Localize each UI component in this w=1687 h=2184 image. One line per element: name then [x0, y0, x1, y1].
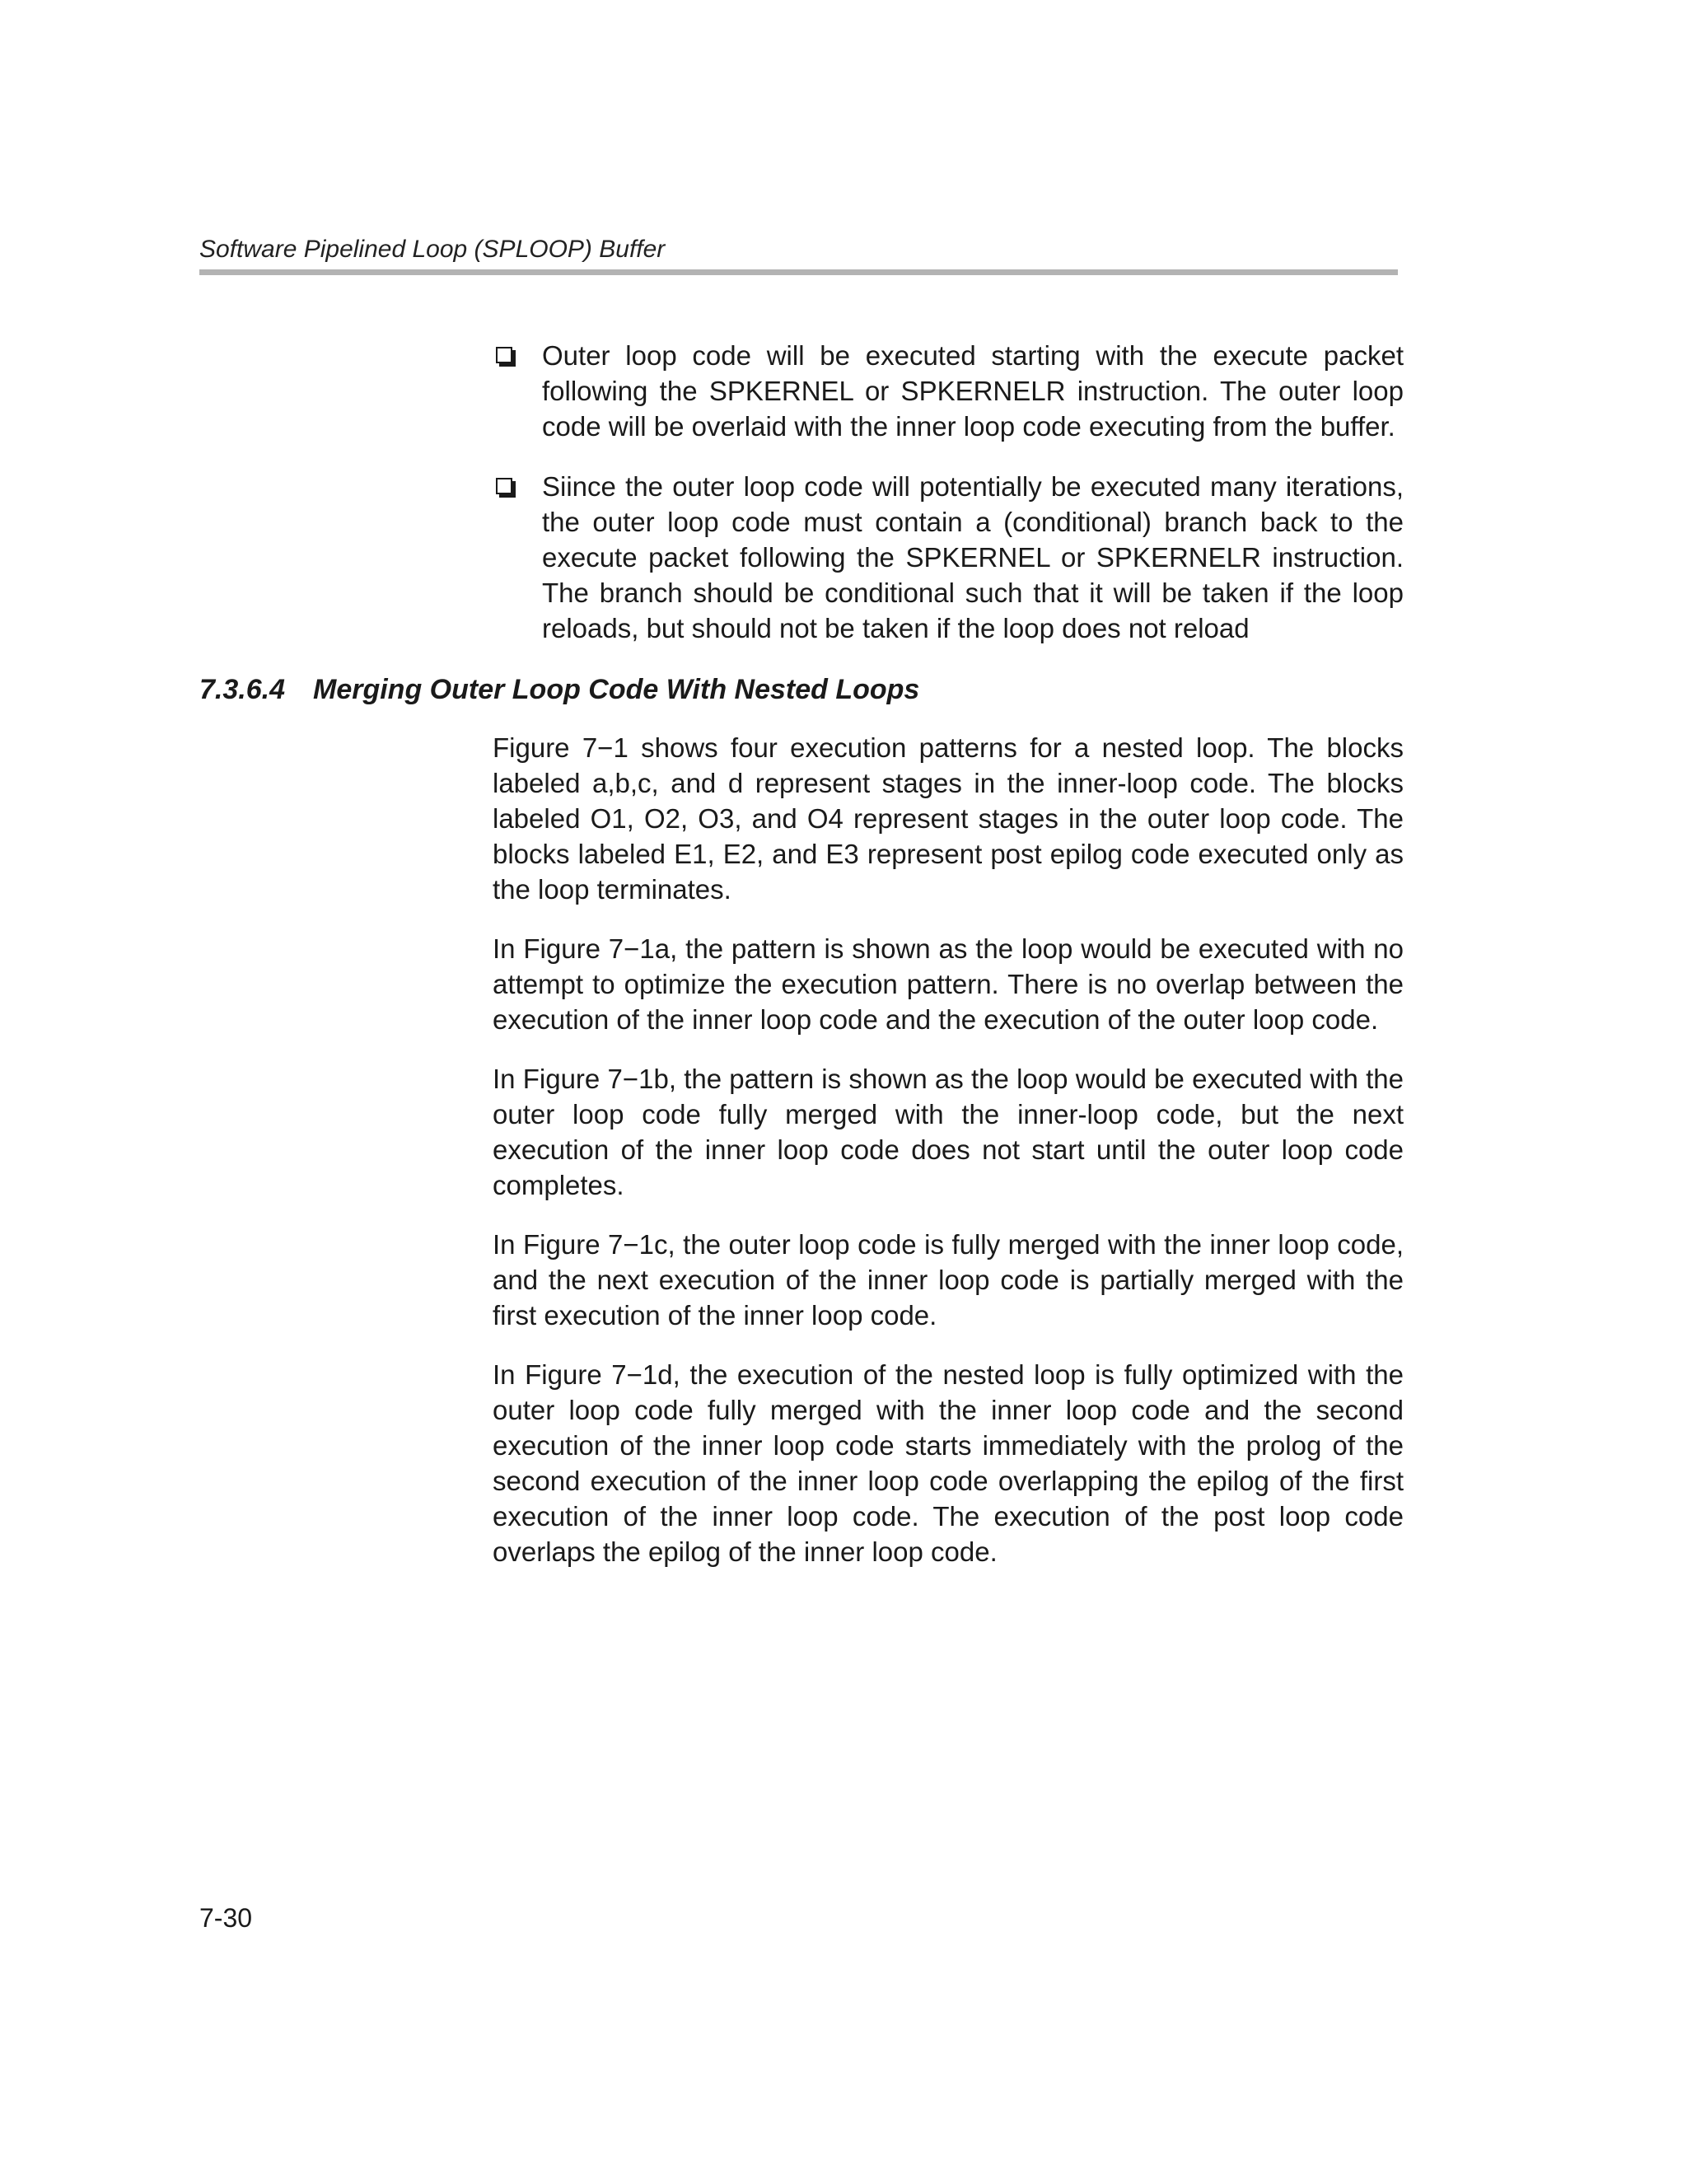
bullet-item	[493, 469, 1404, 646]
running-header: Software Pipelined Loop (SPLOOP) Buffer	[199, 236, 666, 263]
bullet-text: Siince the outer loop code will potentially be executed many iterations, the outer loop code must contain a (conditional) branch back to the execute packet following the SPKERNEL or SPKERNELR instruction. The branch should be conditional such that it will be taken if the loop reloads, but should not be taken if the loop does not reload	[542, 471, 1404, 643]
section-heading	[199, 674, 919, 706]
bullet-text: Outer loop code will be executed starting with the execute packet following the SPKERNEL or SPKERNELR instruction. The outer loop code will be overlaid with the inner loop code executing from the buffer.	[542, 340, 1404, 442]
header-rule	[199, 269, 1398, 275]
paragraph: In Figure 7−1a, the pattern is shown as the loop would be executed with no attempt to optimize the execution pattern. There is no overlap between the execution of the inner loop code and the execution of the outer loop code.	[493, 933, 1404, 1035]
checkbox-bullet-icon	[496, 347, 512, 363]
section-title: Merging Outer Loop Code With Nested Loops	[313, 674, 920, 705]
paragraph: In Figure 7−1b, the pattern is shown as the loop would be executed with the outer loop code fully merged with the inner-loop code, but the next execution of the inner loop code does not start until the outer loop code completes.	[493, 1064, 1404, 1200]
paragraph: In Figure 7−1c, the outer loop code is fully merged with the inner loop code, and the next execution of the inner loop code is partially merged with the first execution of the inner loop code.	[493, 1229, 1404, 1331]
section-number: 7.3.6.4	[199, 674, 285, 705]
checkbox-bullet-icon	[496, 478, 512, 494]
page-number: 7-30	[199, 1903, 253, 1933]
paragraph: In Figure 7−1d, the execution of the nested loop is fully optimized with the outer loop code fully merged with the inner loop code and the second execution of the inner loop code starts immediately with the prolog of the second execution of the inner loop code overlapping the epilog of the first execution of the inner loop code. The execution of the post loop code overlaps the epilog of the inner loop code.	[493, 1359, 1404, 1567]
bullet-list	[493, 338, 1404, 671]
bullet-item	[493, 338, 1404, 444]
body-text	[493, 730, 1404, 1593]
paragraph: Figure 7−1 shows four execution patterns for a nested loop. The blocks labeled a,b,c, and d represent stages in the inner-loop code. The blocks labeled O1, O2, O3, and O4 represent stages in the outer loop code. The blocks labeled E1, E2, and E3 represent post epilog code executed only as the loop terminates.	[493, 732, 1404, 905]
